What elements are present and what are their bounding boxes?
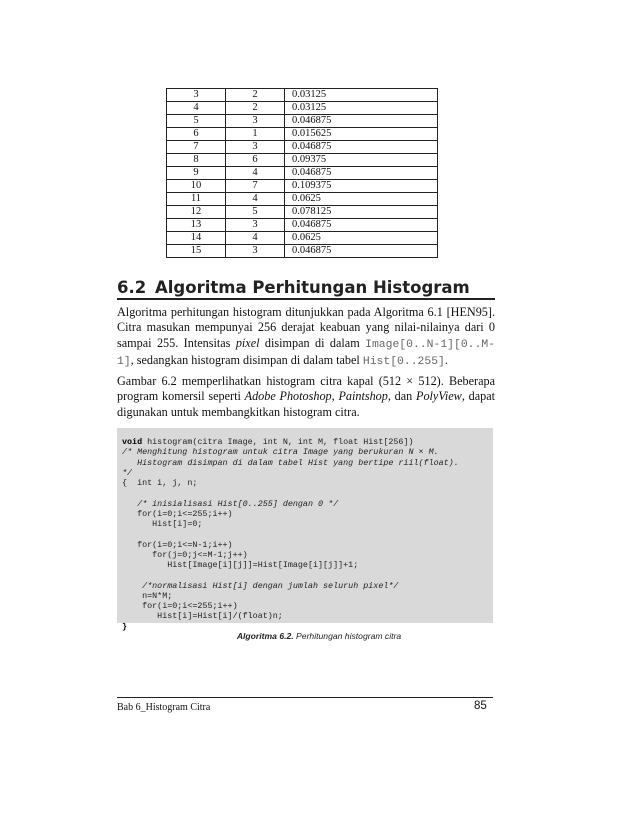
gray-level-cell: 10 — [167, 180, 226, 193]
code-line-17: for(i=0;i<=255;i++) — [122, 601, 238, 611]
code-line-8: for(i=0;i<=255;i++) — [122, 508, 233, 519]
count-cell: 2 — [226, 102, 285, 115]
code-line-4: */ — [122, 467, 133, 478]
code-text: histogram(citra Image, int N, int M, float Hist[256]) — [142, 437, 414, 447]
normalized-cell: 0.109375 — [285, 180, 438, 193]
count-cell: 3 — [226, 115, 285, 128]
paragraph-programs — [117, 374, 495, 420]
count-cell: 1 — [226, 128, 285, 141]
gray-level-cell: 5 — [167, 115, 226, 128]
para1-pixel-term: pixel — [235, 335, 260, 350]
code-line-5: { int i, j, n; — [122, 478, 198, 488]
image-array-code: Image[0..N-1][0..M-1] — [117, 338, 495, 368]
count-cell: 3 — [226, 245, 285, 258]
para1-text-1: Algoritma perhitungan histogram ditunjukkan pada Algoritma 6.1 [HEN95]. Citra masukan mempunyai 256 derajat keabuan yang nilai-nilainya dari 0 sampai 255. Intensitas — [117, 305, 495, 350]
section-number: 6.2 — [117, 278, 147, 297]
para2-text-4: , dapat digunakan untuk membangkitkan histogram citra. — [117, 389, 495, 419]
section-title: Algoritma Perhitungan Histogram — [155, 278, 470, 297]
count-cell: 4 — [226, 232, 285, 245]
section-heading — [117, 278, 495, 300]
table-row — [167, 115, 438, 128]
normalized-cell: 0.0625 — [285, 232, 438, 245]
code-line-15: /*normalisasi Hist[i] dengan jumlah seluruh pixel*/ — [122, 580, 399, 591]
footer-divider — [117, 697, 493, 698]
table-row — [167, 141, 438, 154]
code-line-6 — [122, 488, 459, 498]
page-number: 85 — [474, 700, 487, 712]
code-line-13: Hist[Image[i][j]]=Hist[Image[i][j]]+1; — [122, 560, 359, 570]
table-row — [167, 206, 438, 219]
table-row — [167, 193, 438, 206]
hist-array-code: Hist[0..255] — [362, 355, 445, 368]
table-row — [167, 232, 438, 245]
normalized-cell: 0.046875 — [285, 245, 438, 258]
code-line-12: for(j=0;j<=M-1;j++) — [122, 549, 248, 560]
code-line-14 — [122, 570, 459, 580]
histogram-table — [166, 88, 438, 258]
normalized-cell: 0.015625 — [285, 128, 438, 141]
code-line-7: /* inisialisasi Hist[0..255] dengan 0 */ — [122, 498, 339, 509]
table-row — [167, 167, 438, 180]
gray-level-cell: 15 — [167, 245, 226, 258]
para1-text-2: disimpan di dalam — [259, 335, 366, 350]
table-row — [167, 245, 438, 258]
footer-chapter: Bab 6_Histogram Citra — [117, 702, 211, 713]
code-line-2: /* Menghitung histogram untuk citra Image yang berukuran N × M. — [122, 447, 439, 458]
code-line-9: Hist[i]=0; — [122, 519, 203, 529]
paragraph-intro — [117, 305, 495, 370]
normalized-cell: 0.0625 — [285, 193, 438, 206]
code-line-3: Histogram disimpan di dalam tabel Hist yang bertipe riil(float). — [122, 457, 459, 468]
normalized-cell: 0.046875 — [285, 167, 438, 180]
code-line-11: for(i=0;i<=N-1;i++) — [122, 539, 233, 550]
count-cell: 4 — [226, 193, 285, 206]
count-cell: 5 — [226, 206, 285, 219]
count-cell: 3 — [226, 219, 285, 232]
table-row — [167, 154, 438, 167]
gray-level-cell: 3 — [167, 89, 226, 102]
table-row — [167, 219, 438, 232]
count-cell: 7 — [226, 180, 285, 193]
normalized-cell: 0.046875 — [285, 115, 438, 128]
gray-level-cell: 4 — [167, 102, 226, 115]
code-line-16: n=N*M; — [122, 590, 173, 601]
code-line-19: } — [122, 621, 128, 632]
code-line-18: Hist[i]=Hist[i]/(float)n; — [122, 611, 283, 622]
table-row — [167, 180, 438, 193]
table-row — [167, 89, 438, 102]
code-keyword-void: void — [122, 437, 143, 447]
para1-text-4: . — [444, 352, 448, 367]
gray-level-cell: 13 — [167, 219, 226, 232]
normalized-cell: 0.03125 — [285, 89, 438, 102]
app-polyview: PolyView — [416, 389, 462, 404]
table-row — [167, 128, 438, 141]
normalized-cell: 0.046875 — [285, 219, 438, 232]
para2-text-2: , — [331, 389, 339, 404]
code-line-1 — [122, 437, 459, 447]
caption-text: Perhitungan histogram citra — [293, 631, 402, 641]
normalized-cell: 0.046875 — [285, 141, 438, 154]
para2-text-3: , dan — [387, 389, 416, 404]
normalized-cell: 0.03125 — [285, 102, 438, 115]
normalized-cell: 0.09375 — [285, 154, 438, 167]
gray-level-cell: 14 — [167, 232, 226, 245]
app-paintshop: Paintshop — [338, 389, 388, 404]
code-caption — [0, 631, 638, 641]
normalized-cell: 0.078125 — [285, 206, 438, 219]
gray-level-cell: 6 — [167, 128, 226, 141]
table-row — [167, 102, 438, 115]
para2-text-1: Gambar 6.2 memperlihatkan histogram citra kapal (512 × 512). Beberapa program komersil seperti — [117, 374, 495, 404]
count-cell: 6 — [226, 154, 285, 167]
gray-level-cell: 11 — [167, 193, 226, 206]
caption-label: Algoritma 6.2. — [236, 631, 294, 641]
gray-level-cell: 8 — [167, 154, 226, 167]
count-cell: 4 — [226, 167, 285, 180]
code-listing — [117, 428, 493, 632]
app-photoshop: Adobe Photoshop — [244, 389, 332, 404]
para1-text-3: , sedangkan histogram disimpan di dalam tabel — [130, 352, 363, 367]
gray-level-cell: 9 — [167, 167, 226, 180]
gray-level-cell: 12 — [167, 206, 226, 219]
gray-level-cell: 7 — [167, 141, 226, 154]
count-cell: 2 — [226, 89, 285, 102]
code-line-10 — [122, 529, 459, 539]
count-cell: 3 — [226, 141, 285, 154]
